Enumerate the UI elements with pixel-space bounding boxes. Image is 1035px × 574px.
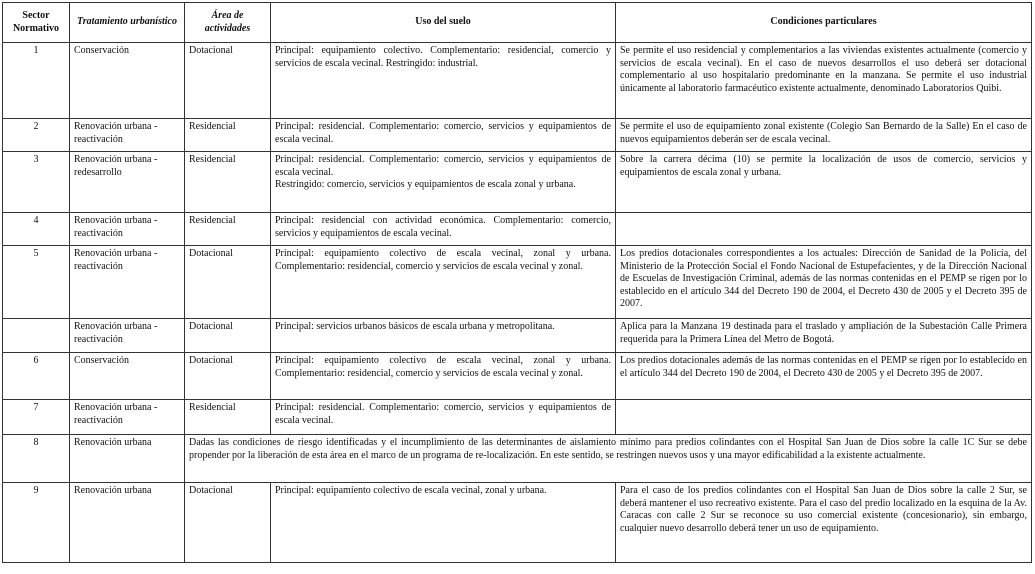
area-cell: Residencial [185,400,271,435]
area-cell: Residencial [185,152,271,213]
area-cell: Residencial [185,213,271,246]
tratamiento-cell: Renovación urbana - reactivación [70,246,185,319]
merged-cell: Dadas las condiciones de riesgo identificadas y el incumplimiento de las determinantes de aislamiento mínimo para predios colindantes con el Hospital San Juan de Dios sobre la calle 1C Sur se debe propender por la liberación de esta área en el marco de un programa de re-localización. En este sentido, se restringen nuevos usos y una mayor edificabilidad a la existente actualmente. [185,435,1032,483]
tratamiento-cell: Renovación urbana [70,483,185,563]
uso-text: Principal: residencial. Complementario: comercio, servicios y equipamientos de escala vecinal. [275,154,611,178]
tratamiento-cell: Renovación urbana [70,435,185,483]
tratamiento-cell: Renovación urbana - reactivación [70,213,185,246]
uso-cell: Principal: equipamiento colectivo de escala vecinal, zonal y urbana. Complementario: residencial, comercio y servicios de escala vecinal y zonal. [271,353,616,400]
table-row [3,152,1032,213]
condiciones-cell: Los predios dotacionales además de las normas contenidas en el PEMP se rigen por lo establecido en el artículo 344 del Decreto 190 de 2004, el Decreto 430 de 2005 y el Decreto 395 de 2007. [616,353,1032,400]
uso-cell: Principal: servicios urbanos básicos de escala urbana y metropolitana. [271,319,616,353]
uso-cell: Principal: residencial con actividad económica. Complementario: comercio, servicios y equipamientos de escala vecinal. [271,213,616,246]
condiciones-cell: Aplica para la Manzana 19 destinada para el traslado y ampliación de la Subestación Calle Primera requerida para la Primera Línea del Metro de Bogotá. [616,319,1032,353]
sector-cell: 3 [3,152,70,213]
condiciones-cell: Sobre la carrera décima (10) se permite la localización de usos de comercio, servicios y equipamientos de escala zonal y urbana. [616,152,1032,213]
sector-cell: 1 [3,43,70,119]
condiciones-cell [616,400,1032,435]
header-uso: Uso del suelo [271,3,616,43]
tratamiento-cell: Renovación urbana - reactivación [70,119,185,152]
table-row [3,400,1032,435]
sector-cell: 6 [3,353,70,400]
tratamiento-cell: Renovación urbana - redesarrollo [70,152,185,213]
uso-cell: Principal: residencial. Complementario: comercio, servicios y equipamientos de escala vecinal. [271,400,616,435]
table-row [3,43,1032,119]
condiciones-cell: Para el caso de los predios colindantes con el Hospital San Juan de Dios sobre la calle 2 Sur, se deberá mantener el uso recreativo existente. Para el caso del predio localizado en la esquina de la Av. Caracas con calle 2 Sur se reconoce su uso comercial existente (concesionario), sin embargo, cualquier nuevo desarrollo deberá tener un uso de equipamiento. [616,483,1032,563]
sector-cell: 5 [3,246,70,319]
tratamiento-cell: Renovación urbana - reactivación [70,400,185,435]
condiciones-cell: Los predios dotacionales correspondientes a los actuales: Dirección de Sanidad de la Policía, del Ministerio de la Protección Social el Fondo Nacional de Estupefacientes, y de la Dirección Nacional de Escuelas de Investigación Criminal, además de las normas contenidas en el PEMP se rigen por lo establecido en el artículo 344 del Decreto 190 de 2004, el Decreto 430 de 2005 y el Decreto 395 de 2007. [616,246,1032,319]
area-cell: Dotacional [185,483,271,563]
table-row [3,435,1032,483]
land-use-table [2,2,1032,563]
area-cell: Dotacional [185,353,271,400]
table-row [3,119,1032,152]
table-row [3,353,1032,400]
sector-cell [3,319,70,353]
sector-cell: 8 [3,435,70,483]
header-row [3,3,1032,43]
uso-cell: Principal: equipamiento colectivo de escala vecinal, zonal y urbana. Complementario: residencial, comercio y servicios de escala vecinal y zonal. [271,246,616,319]
table-row [3,213,1032,246]
tratamiento-cell: Conservación [70,353,185,400]
header-tratamiento: Tratamiento urbanístico [70,3,185,43]
condiciones-cell: Se permite el uso residencial y complementarios a las viviendas existentes actualmente (comercio y servicios de escala vecinal). En el caso de nuevos desarrollos el uso deberá ser dotacional complementario al uso hospitalario predominante en la manzana. Se permite el uso industrial únicamente al laboratorio farmacéutico existente actualmente, denominado Laboratorios Quibi. [616,43,1032,119]
header-condiciones: Condiciones particulares [616,3,1032,43]
area-cell: Dotacional [185,246,271,319]
sector-cell: 7 [3,400,70,435]
area-cell: Dotacional [185,319,271,353]
condiciones-cell [616,213,1032,246]
table-row [3,319,1032,353]
sector-cell: 4 [3,213,70,246]
uso-restringido-text: Restringido: comercio, servicios y equipamientos de escala zonal y urbana. [275,179,576,190]
uso-cell: Principal: equipamiento colectivo de escala vecinal, zonal y urbana. [271,483,616,563]
uso-cell: Principal: equipamiento colectivo. Complementario: residencial, comercio y servicios de escala vecinal. Restringido: industrial. [271,43,616,119]
area-cell: Residencial [185,119,271,152]
condiciones-cell: Se permite el uso de equipamiento zonal existente (Colegio San Bernardo de la Salle) En el caso de nuevos equipamientos deberán ser de escala vecinal. [616,119,1032,152]
uso-cell: Principal: residencial. Complementario: comercio, servicios y equipamientos de escala vecinal. [271,119,616,152]
sector-cell: 9 [3,483,70,563]
tratamiento-cell: Conservación [70,43,185,119]
table-row [3,246,1032,319]
area-cell: Dotacional [185,43,271,119]
sector-cell: 2 [3,119,70,152]
tratamiento-cell: Renovación urbana - reactivación [70,319,185,353]
header-sector: Sector Normativo [3,3,70,43]
table-row [3,483,1032,563]
uso-cell [271,152,616,213]
header-area: Área de actividades [185,3,271,43]
